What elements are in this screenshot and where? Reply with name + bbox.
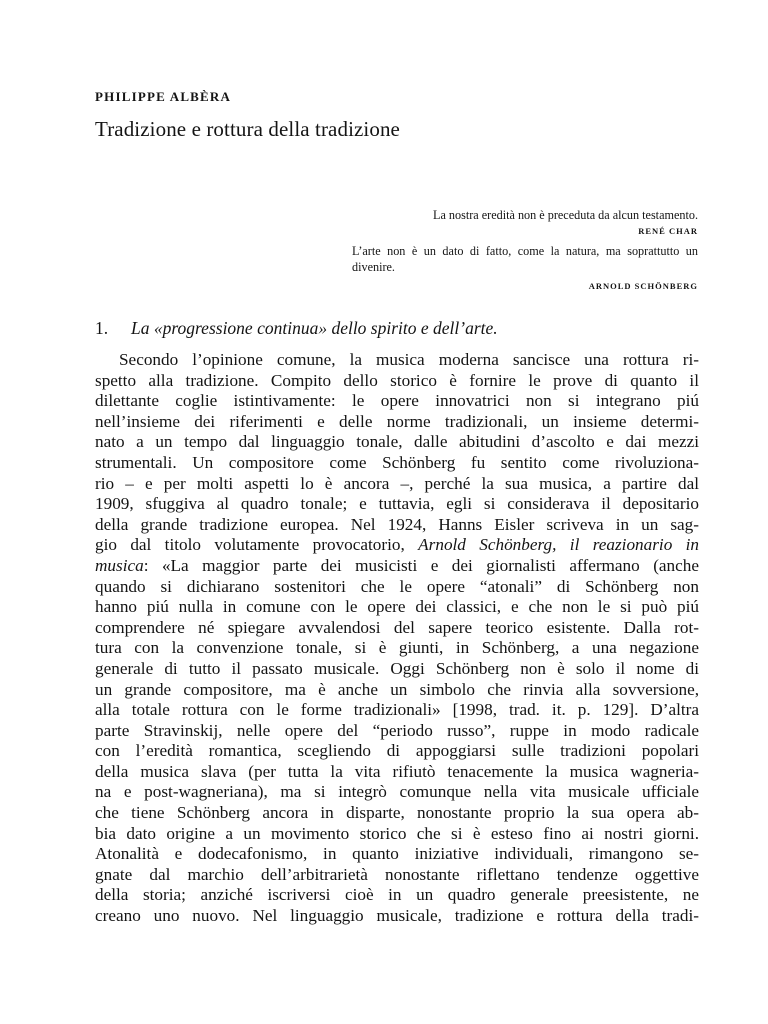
body-line: strumentali. Un compositore come Schönberg fu sentito come rivoluziona- [95, 452, 699, 472]
chapter-title: Tradizione e rottura della tradizione [95, 117, 400, 141]
body-line: spetto alla tradizione. Compito dello storico è fornire le prove di quanto il [95, 370, 699, 390]
body-line: un grande compositore, ma è anche un simbolo che rinvia alla sovversione, [95, 679, 699, 699]
body-line: rio – e per molti aspetti lo è ancora –, perché la sua musica, a partire dal [95, 473, 699, 493]
body-line: parte Stravinskij, nelle opere del “periodo russo”, ruppe in modo radicale [95, 720, 699, 740]
body-line: bia dato origine a un movimento storico che si è esteso fino ai nostri giorni. [95, 823, 699, 843]
epigraph-attribution-schonberg: ARNOLD SCHÖNBERG [588, 281, 698, 291]
work-title-italic-end: musica [95, 555, 144, 575]
body-line-mixed [95, 556, 699, 577]
body-line: dilettante coglie istintivamente: le opere innovatrici non si integrano piú [95, 391, 699, 411]
body-line-mixed [95, 535, 699, 556]
section-number: 1. [95, 318, 109, 338]
body-line: della grande tradizione europea. Nel 1924, Hanns Eisler scriveva in un sag- [95, 514, 699, 534]
body-line-text: : «La maggior parte dei musicisti e dei giornalisti affermano (anche [143, 555, 699, 575]
body-line: alla totale rottura con le forme tradizionali» [1998, trad. it. p. 129]. D’altra [95, 700, 699, 720]
body-line: che tiene Schönberg ancora in disparte, nonostante proprio la sua opera ab- [95, 803, 699, 823]
section-heading [95, 318, 498, 339]
body-line: Secondo l’opinione comune, la musica moderna sancisce una rottura ri- [119, 350, 699, 369]
body-line: con l’eredità romantica, scegliendo di appoggiarsi sulle tradizioni popolari [95, 741, 699, 761]
body-line: creano uno nuovo. Nel linguaggio musicale, tradizione e rottura della tradi- [95, 906, 699, 926]
body-line: della storia; anziché iscriversi cioè in un quadro generale preesistente, ne [95, 885, 699, 905]
body-line: nell’insieme dei riferimenti e delle norme tradizionali, un insieme determi- [95, 411, 699, 431]
epigraph-schonberg: L’arte non è un dato di fatto, come la natura, ma soprattutto un divenire. [352, 244, 698, 274]
body-line: nato a un tempo dal linguaggio tonale, dalle abitudini d’ascolto e dai mezzi [95, 432, 699, 452]
body-line: tura con la convenzione tonale, si è giunti, in Schönberg, a una negazione [95, 638, 699, 658]
body-line: 1909, sfuggiva al quadro tonale; e tuttavia, egli si considerava il depositario [95, 494, 699, 514]
epigraph-attribution-char: RENÉ CHAR [638, 226, 698, 236]
body-line: na e post-wagneriana), ma si integrò comunque nella vita musicale ufficiale [95, 782, 699, 802]
work-title-italic: Arnold Schönberg, il reazionario in [418, 535, 700, 555]
body-line: generale di tutto il passato musicale. Oggi Schönberg non è solo il nome di [95, 658, 699, 678]
section-title: La «progressione continua» dello spirito e dell’arte. [131, 318, 498, 338]
body-line-text: gio dal titolo volutamente provocatorio, [95, 535, 405, 555]
body-line: gnate dal marchio dell’arbitrarietà nonostante riflettano tendenze oggettive [95, 864, 699, 884]
body-line: comprendere né spiegare avvalendosi del sapere teorico esistente. Dalla rot- [95, 617, 699, 637]
body-line: Atonalità e dodecafonismo, in quanto iniziative individuali, rimangono se- [95, 844, 699, 864]
body-line: della musica slava (per tutta la vita rifiutò tenacemente la musica wagneria- [95, 761, 699, 781]
body-line: hanno piú nulla in comune con le opere dei classici, e che non le si può piú [95, 597, 699, 617]
epigraph-char: La nostra eredità non è preceduta da alcun testamento. [433, 208, 698, 222]
body-text [95, 350, 699, 927]
author-name: PHILIPPE ALBÈRA [95, 89, 232, 104]
body-line: quando si dichiarano sostenitori che le opere “atonali” di Schönberg non [95, 576, 699, 596]
